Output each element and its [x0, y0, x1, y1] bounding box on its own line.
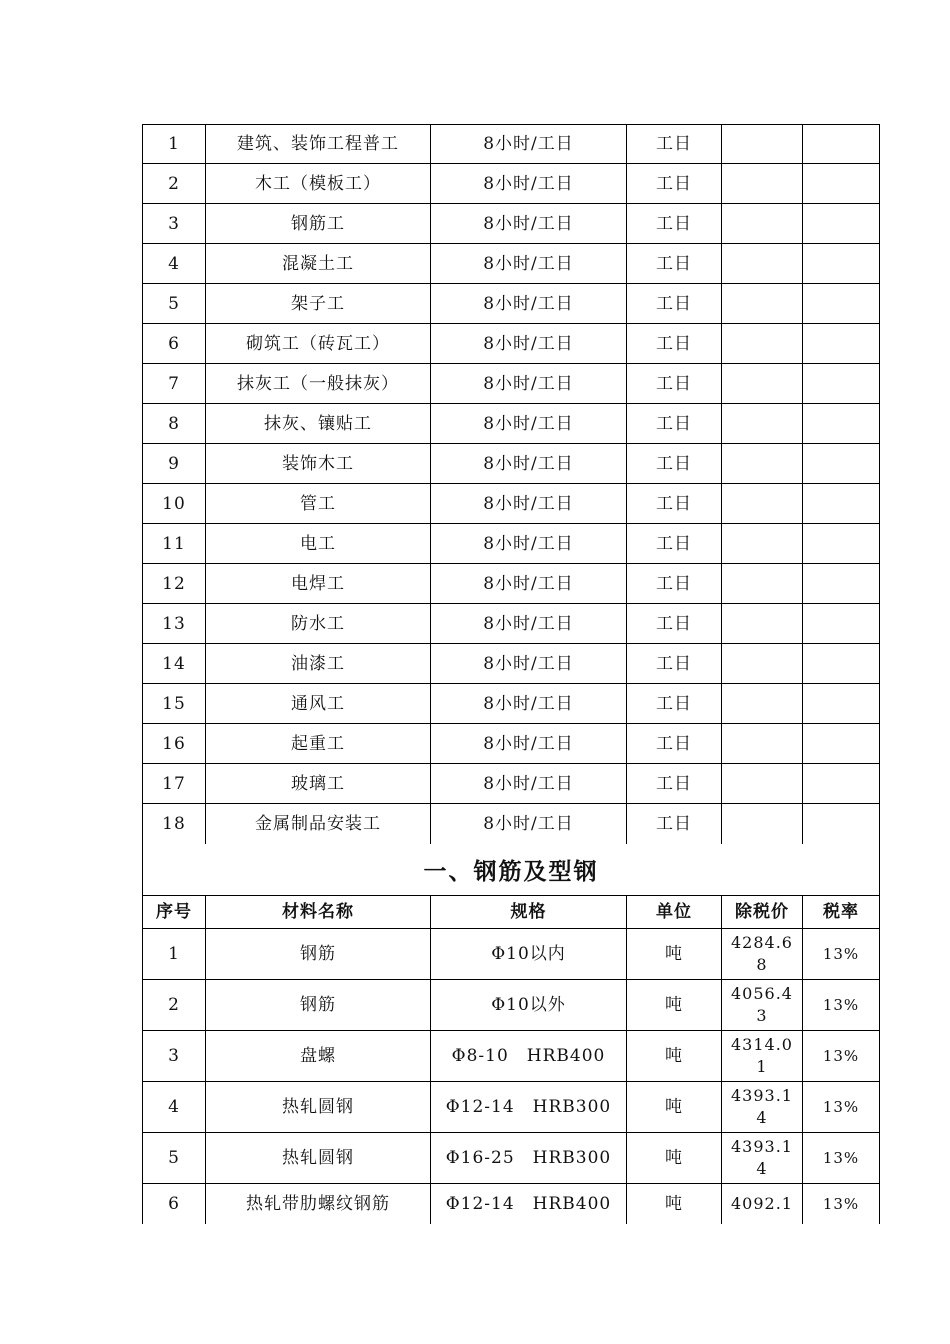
labor-name: 木工（模板工）: [206, 164, 431, 203]
labor-name: 抹灰、镶贴工: [206, 404, 431, 443]
material-price: 4314.01: [722, 1031, 803, 1081]
labor-tax: [803, 764, 880, 803]
labor-spec: 8小时/工日: [431, 724, 627, 763]
labor-tax: [803, 444, 880, 483]
material-tax: 13%: [803, 1082, 880, 1132]
labor-price: [722, 644, 803, 683]
labor-tax: [803, 404, 880, 443]
labor-spec: 8小时/工日: [431, 524, 627, 563]
labor-tax: [803, 244, 880, 283]
labor-name: 电工: [206, 524, 431, 563]
material-price: 4393.14: [722, 1133, 803, 1183]
labor-spec: 8小时/工日: [431, 204, 627, 243]
labor-price: [722, 444, 803, 483]
labor-price: [722, 125, 803, 163]
material-row: [142, 1133, 880, 1184]
labor-price: [722, 564, 803, 603]
header-spec: 规格: [431, 896, 627, 928]
labor-no: 11: [142, 524, 206, 563]
material-no: 6: [142, 1184, 206, 1224]
labor-tax: [803, 724, 880, 763]
labor-spec: 8小时/工日: [431, 684, 627, 723]
labor-spec: 8小时/工日: [431, 364, 627, 403]
labor-unit: 工日: [627, 804, 722, 844]
material-no: 4: [142, 1082, 206, 1132]
material-price: 4393.14: [722, 1082, 803, 1132]
labor-spec: 8小时/工日: [431, 764, 627, 803]
material-name: 热轧圆钢: [206, 1133, 431, 1183]
labor-no: 10: [142, 484, 206, 523]
labor-name: 电焊工: [206, 564, 431, 603]
labor-row: [142, 164, 880, 204]
labor-name: 砌筑工（砖瓦工）: [206, 324, 431, 363]
labor-unit: 工日: [627, 244, 722, 283]
labor-row: [142, 204, 880, 244]
material-spec: Φ12-14 HRB400: [431, 1184, 627, 1224]
material-tax: 13%: [803, 1133, 880, 1183]
material-tax: 13%: [803, 1184, 880, 1224]
labor-price: [722, 324, 803, 363]
labor-price: [722, 244, 803, 283]
material-no: 2: [142, 980, 206, 1030]
labor-no: 7: [142, 364, 206, 403]
section-title: 一、钢筋及型钢: [142, 844, 880, 895]
labor-unit: 工日: [627, 484, 722, 523]
labor-tax: [803, 364, 880, 403]
material-tax: 13%: [803, 1031, 880, 1081]
material-header-row: [142, 895, 880, 929]
labor-no: 5: [142, 284, 206, 323]
labor-no: 18: [142, 804, 206, 844]
labor-price: [722, 764, 803, 803]
labor-tax: [803, 125, 880, 163]
material-name: 钢筋: [206, 929, 431, 979]
labor-unit: 工日: [627, 564, 722, 603]
material-unit: 吨: [627, 1082, 722, 1132]
labor-row: [142, 684, 880, 724]
labor-unit: 工日: [627, 364, 722, 403]
labor-no: 8: [142, 404, 206, 443]
labor-name: 混凝土工: [206, 244, 431, 283]
labor-price: [722, 724, 803, 763]
labor-price: [722, 804, 803, 844]
labor-tax: [803, 324, 880, 363]
labor-tax: [803, 684, 880, 723]
labor-tax: [803, 524, 880, 563]
material-name: 钢筋: [206, 980, 431, 1030]
labor-row: [142, 804, 880, 844]
labor-spec: 8小时/工日: [431, 244, 627, 283]
header-unit: 单位: [627, 896, 722, 928]
labor-row: [142, 364, 880, 404]
labor-spec: 8小时/工日: [431, 564, 627, 603]
labor-row: [142, 444, 880, 484]
material-unit: 吨: [627, 929, 722, 979]
labor-price: [722, 284, 803, 323]
labor-no: 15: [142, 684, 206, 723]
labor-spec: 8小时/工日: [431, 804, 627, 844]
labor-unit: 工日: [627, 724, 722, 763]
labor-tax: [803, 564, 880, 603]
labor-price: [722, 204, 803, 243]
material-unit: 吨: [627, 1133, 722, 1183]
labor-name: 油漆工: [206, 644, 431, 683]
material-no: 3: [142, 1031, 206, 1081]
labor-price: [722, 364, 803, 403]
labor-tax: [803, 804, 880, 844]
labor-tax: [803, 604, 880, 643]
labor-row: [142, 244, 880, 284]
labor-tax: [803, 484, 880, 523]
labor-no: 16: [142, 724, 206, 763]
labor-unit: 工日: [627, 164, 722, 203]
material-spec: Φ12-14 HRB300: [431, 1082, 627, 1132]
labor-name: 起重工: [206, 724, 431, 763]
labor-tax: [803, 284, 880, 323]
labor-tax: [803, 164, 880, 203]
material-name: 热轧带肋螺纹钢筋: [206, 1184, 431, 1224]
labor-no: 2: [142, 164, 206, 203]
labor-no: 6: [142, 324, 206, 363]
labor-unit: 工日: [627, 684, 722, 723]
labor-row: [142, 124, 880, 164]
header-price: 除税价: [722, 896, 803, 928]
labor-spec: 8小时/工日: [431, 604, 627, 643]
labor-spec: 8小时/工日: [431, 164, 627, 203]
labor-no: 13: [142, 604, 206, 643]
labor-tax: [803, 644, 880, 683]
labor-row: [142, 404, 880, 444]
material-name: 热轧圆钢: [206, 1082, 431, 1132]
material-tax: 13%: [803, 980, 880, 1030]
labor-no: 1: [142, 125, 206, 163]
labor-unit: 工日: [627, 324, 722, 363]
labor-no: 14: [142, 644, 206, 683]
header-no: 序号: [142, 896, 206, 928]
labor-spec: 8小时/工日: [431, 125, 627, 163]
material-price: 4056.43: [722, 980, 803, 1030]
labor-row: [142, 564, 880, 604]
labor-name: 建筑、装饰工程普工: [206, 125, 431, 163]
labor-unit: 工日: [627, 604, 722, 643]
labor-no: 9: [142, 444, 206, 483]
labor-tax: [803, 204, 880, 243]
material-table: [142, 895, 880, 1224]
labor-row: [142, 764, 880, 804]
labor-unit: 工日: [627, 404, 722, 443]
material-spec: Φ10以内: [431, 929, 627, 979]
material-no: 5: [142, 1133, 206, 1183]
material-unit: 吨: [627, 1031, 722, 1081]
labor-price: [722, 164, 803, 203]
price-sheet: [142, 124, 880, 1224]
labor-price: [722, 484, 803, 523]
labor-name: 钢筋工: [206, 204, 431, 243]
labor-unit: 工日: [627, 524, 722, 563]
labor-spec: 8小时/工日: [431, 644, 627, 683]
labor-unit: 工日: [627, 125, 722, 163]
material-row: [142, 1184, 880, 1224]
labor-price: [722, 404, 803, 443]
material-no: 1: [142, 929, 206, 979]
labor-no: 17: [142, 764, 206, 803]
material-price: 4092.1: [722, 1184, 803, 1224]
labor-name: 装饰木工: [206, 444, 431, 483]
labor-name: 架子工: [206, 284, 431, 323]
labor-no: 12: [142, 564, 206, 603]
labor-spec: 8小时/工日: [431, 404, 627, 443]
material-name: 盘螺: [206, 1031, 431, 1081]
material-price: 4284.68: [722, 929, 803, 979]
labor-spec: 8小时/工日: [431, 284, 627, 323]
labor-row: [142, 324, 880, 364]
labor-price: [722, 604, 803, 643]
labor-name: 抹灰工（一般抹灰）: [206, 364, 431, 403]
labor-unit: 工日: [627, 284, 722, 323]
labor-spec: 8小时/工日: [431, 324, 627, 363]
labor-price: [722, 524, 803, 563]
header-name: 材料名称: [206, 896, 431, 928]
labor-unit: 工日: [627, 204, 722, 243]
labor-row: [142, 284, 880, 324]
labor-row: [142, 604, 880, 644]
material-unit: 吨: [627, 1184, 722, 1224]
labor-unit: 工日: [627, 444, 722, 483]
material-spec: Φ10以外: [431, 980, 627, 1030]
labor-name: 防水工: [206, 604, 431, 643]
labor-name: 管工: [206, 484, 431, 523]
labor-spec: 8小时/工日: [431, 484, 627, 523]
header-tax: 税率: [803, 896, 880, 928]
labor-unit: 工日: [627, 644, 722, 683]
material-row: [142, 1031, 880, 1082]
material-spec: Φ8-10 HRB400: [431, 1031, 627, 1081]
material-unit: 吨: [627, 980, 722, 1030]
material-row: [142, 929, 880, 980]
labor-no: 3: [142, 204, 206, 243]
material-spec: Φ16-25 HRB300: [431, 1133, 627, 1183]
labor-row: [142, 484, 880, 524]
labor-table: [142, 124, 880, 844]
labor-row: [142, 644, 880, 684]
labor-price: [722, 684, 803, 723]
labor-row: [142, 724, 880, 764]
labor-no: 4: [142, 244, 206, 283]
labor-name: 玻璃工: [206, 764, 431, 803]
material-tax: 13%: [803, 929, 880, 979]
labor-name: 金属制品安装工: [206, 804, 431, 844]
labor-unit: 工日: [627, 764, 722, 803]
labor-name: 通风工: [206, 684, 431, 723]
labor-spec: 8小时/工日: [431, 444, 627, 483]
material-row: [142, 980, 880, 1031]
labor-row: [142, 524, 880, 564]
material-row: [142, 1082, 880, 1133]
